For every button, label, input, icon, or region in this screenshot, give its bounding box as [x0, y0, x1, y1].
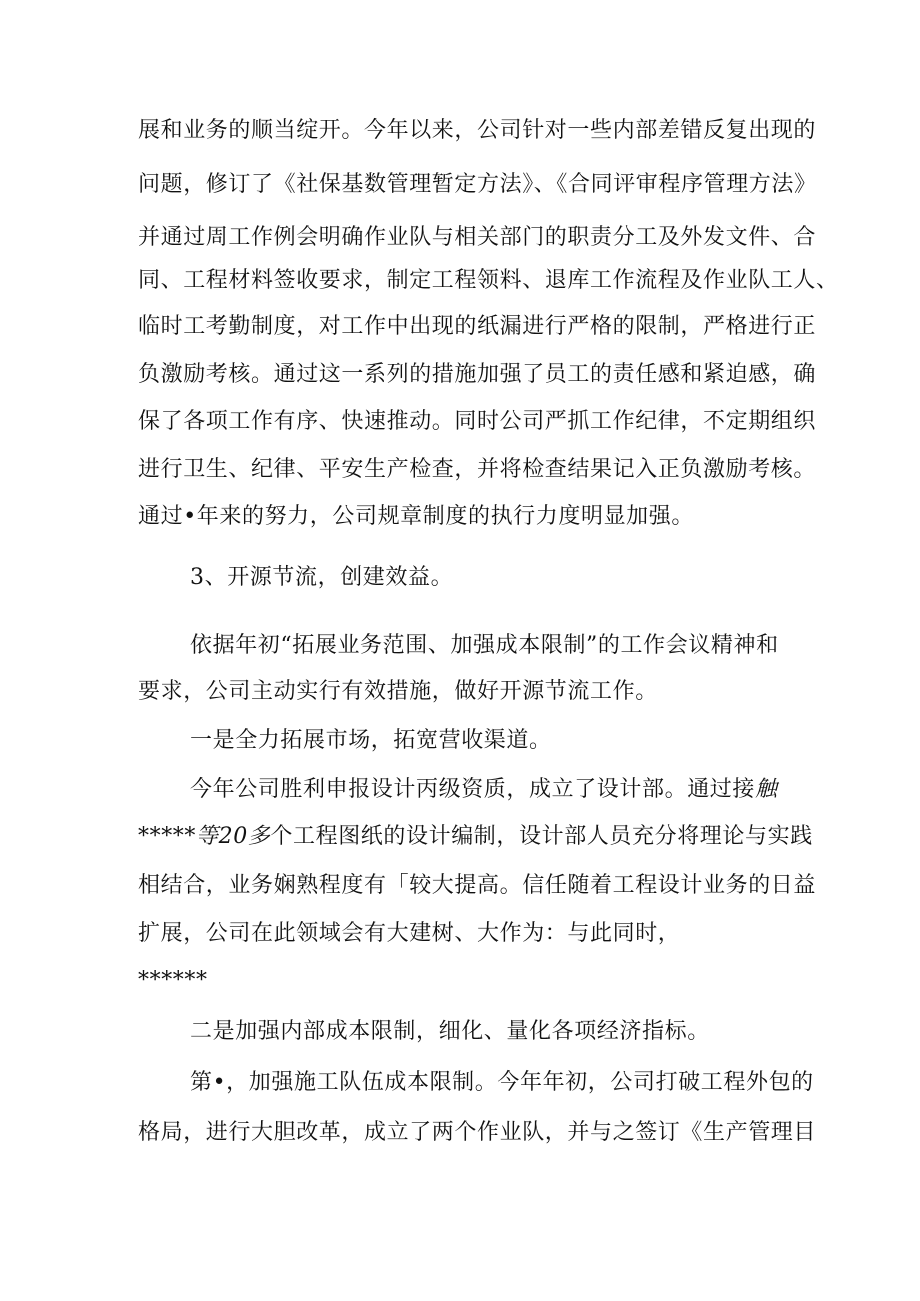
paragraph-line: 展和业务的顺当绽开。今年以来，公司针对一些内部差错反复出现的: [138, 118, 817, 143]
paragraph-line: 二是加强内部成本限制，细化、量化各项经济指标。: [190, 1019, 710, 1044]
paragraph-text: 个工程图纸的设计编制，设计部人员充分将理论与实践: [270, 824, 813, 849]
paragraph-text-italic: *****等20多: [138, 824, 271, 849]
paragraph-line: 保了各项工作有序、快速推动。同时公司严抓工作纪律，不定期组织: [138, 409, 817, 434]
paragraph-text: 今年公司胜利申报设计丙级资质，成立了设计部。通过接: [190, 777, 756, 802]
paragraph-text-italic: 触: [755, 777, 778, 802]
paragraph-line: 依据年初“拓展业务范围、加强成本限制”的工作会议精神和: [190, 633, 779, 658]
paragraph-line: 问题，修订了《社保基数管理暂定方法》、《合同评审程序管理方法》: [138, 172, 817, 197]
paragraph-line: [190, 775, 778, 805]
paragraph-line: 第•，加强施工队伍成本限制。今年年初，公司打破工程外包的: [190, 1070, 814, 1095]
paragraph-line: 要求，公司主动实行有效措施，做好开源节流工作。: [138, 679, 658, 704]
paragraph-line: 进行卫生、纪律、平安生产检查，并将检查结果记入正负激励考核。: [138, 457, 817, 482]
paragraph-line: 临时工考勤制度，对工作中出现的纸漏进行严格的限制，严格进行正: [138, 314, 817, 339]
paragraph-line: 负激励考核。通过这一系列的措施加强了员工的责任感和紧迫感，确: [138, 362, 817, 387]
paragraph-line: [138, 822, 813, 852]
paragraph-line: ******: [138, 968, 208, 993]
paragraph-line: 扩展，公司在此领域会有大建树、大作为：与此同时，: [138, 921, 681, 946]
section-heading: 3、开源节流，创建效益。: [190, 565, 454, 590]
paragraph-line: 并通过周工作例会明确作业队与相关部门的职责分工及外发文件、合: [138, 225, 817, 250]
paragraph-line: 同、工程材料签收要求，制定工程领料、退库工作流程及作业队工人、: [138, 268, 839, 293]
paragraph-line: 格局，进行大胆改革，成立了两个作业队，并与之签订《生产管理目: [138, 1120, 817, 1145]
paragraph-line: 通过•年来的努力，公司规章制度的执行力度明显加强。: [138, 504, 694, 529]
paragraph-line: 相结合，业务娴熟程度有「较大提高。信任随着工程设计业务的日益: [138, 873, 817, 898]
paragraph-line: 一是全力拓展市场，拓宽营收渠道。: [190, 728, 552, 753]
